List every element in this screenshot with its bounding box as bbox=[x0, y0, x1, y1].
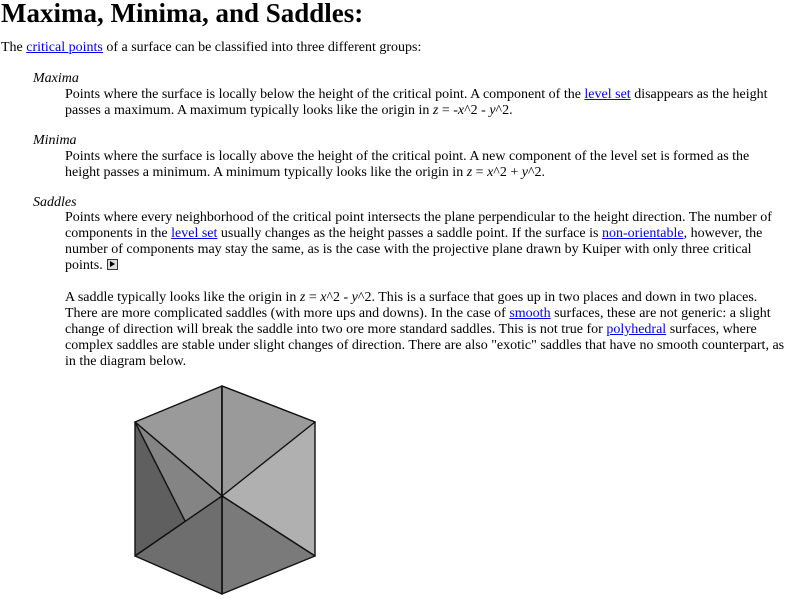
level-set-link[interactable]: level set bbox=[584, 87, 631, 102]
saddles-paragraph-2: A saddle typically looks like the origin in z = x^2 - y^2. This is a surface that goes up in two places and down in two places. There are more complicated saddles (with more ups and downs). In the case of smooth surfaces, these are not generic: a slight change of direction will break the saddle into two ore more standard saddles. This is not true for polyhedral surfaces, where complex saddles are stable under slight changes of direction. There are also "exotic" saddles that have no smooth counterpart, as in the diagram below. bbox=[65, 290, 785, 369]
minima-term: Minima bbox=[33, 133, 77, 148]
maxima-definition: Points where the surface is locally below the height of the critical point. A component of the level set disappears as the height passes a maximum. A maximum typically looks like the origin in z = -x^2 - y^2. bbox=[65, 87, 768, 118]
exotic-saddle-figure bbox=[120, 380, 330, 602]
saddles-paragraph-1: Points where every neighborhood of the critical point intersects the plane perpendicular to the height direction. The number of components in the level set usually changes as the height passes a saddle point. If the surface is non-orientable, however, the number of components may stay the same, as is the case with the projective plane drawn by Kuiper with only three critical points. bbox=[65, 210, 772, 273]
minima-definition: Points where the surface is locally above the height of the critical point. A new component of the level set is formed as the height passes a minimum. A minimum typically looks like the origin in z = x^2 + y^2. bbox=[65, 149, 750, 180]
saddles-definition bbox=[65, 210, 787, 370]
intro-text: The critical points of a surface can be classified into three different groups: bbox=[1, 40, 422, 55]
level-set-link-2[interactable]: level set bbox=[171, 226, 218, 241]
smooth-link[interactable]: smooth bbox=[509, 306, 551, 321]
critical-points-link[interactable]: critical points bbox=[26, 40, 103, 55]
page-title: Maxima, Minima, and Saddles: bbox=[1, 0, 364, 28]
maxima-term: Maxima bbox=[33, 71, 79, 86]
polyhedral-link[interactable]: polyhedral bbox=[606, 322, 667, 337]
saddles-term: Saddles bbox=[33, 195, 77, 210]
non-orientable-link[interactable]: non-orientable bbox=[601, 226, 684, 241]
play-icon[interactable] bbox=[107, 259, 118, 270]
